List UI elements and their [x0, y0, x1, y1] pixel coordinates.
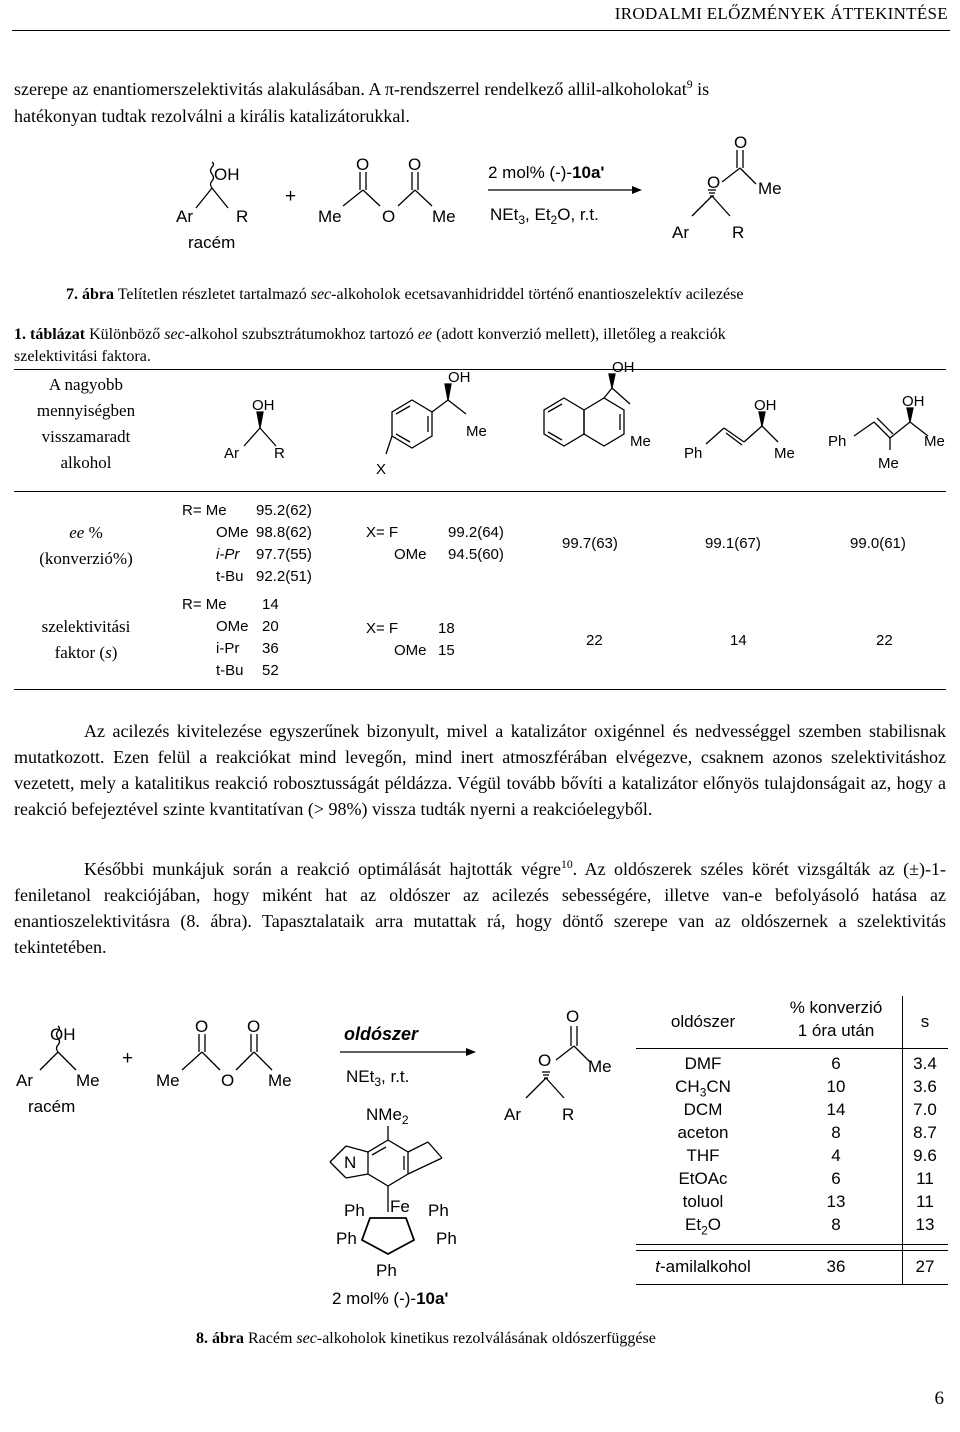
s7-sub-ar: Ar	[176, 207, 193, 226]
figure-7-caption: 7. ábra Telítetlen részletet tartalmazó sec-alkoholok ecetsavanhidriddel történő enantioszelektív acilezése	[66, 286, 744, 303]
s8-prod-ar: Ar	[504, 1105, 521, 1124]
page-number: 6	[934, 1388, 944, 1409]
solvent-table-header-conv: % konverzió 1 óra után	[789, 998, 883, 1040]
t1-s4-me: Me	[774, 445, 795, 462]
t1-ee-col1: R= Me 95.2(62) OMe 98.8(62) i-Pr 97.7(55) t-Bu 92.2(51)	[182, 502, 312, 585]
t1-ee-ipr: i-Pr	[216, 546, 240, 563]
s8-cat-loading: 2 mol% (-)-10a'	[332, 1289, 449, 1308]
s8-sub-me: Me	[76, 1071, 100, 1090]
s7-cond-top: 2 mol% (-)-10a'	[488, 163, 605, 182]
t1-ee-col5: 99.0(61)	[850, 535, 906, 552]
solvent-table	[636, 996, 948, 1288]
s8-racem: racém	[28, 1097, 76, 1116]
table-1-s-label: szelektivitási faktor (s)	[41, 617, 131, 662]
s8-sub-oh: OH	[50, 1025, 76, 1044]
t1-struct-3	[544, 374, 630, 446]
table-1-structures	[0, 359, 960, 490]
s8-base: NEt$_3$, r.t.	[346, 1067, 410, 1089]
running-header: IRODALMI ELŐZMÉNYEK ÁTTEKINTÉSE	[614, 4, 948, 23]
t1-ee-col4: 99.1(67)	[705, 535, 761, 552]
scheme-7	[0, 130, 960, 280]
table-1-bottom-rule	[14, 689, 946, 690]
s8-anh-me2: Me	[268, 1071, 292, 1090]
solvent-table-last-conv: 36	[826, 1257, 846, 1276]
table-1-ee-label: ee % (konverzió%)	[39, 523, 133, 568]
s8-hashed-wedge	[542, 1072, 550, 1078]
s8-cat-ph-4: Ph	[436, 1229, 457, 1248]
t1-ee-col3: 99.7(63)	[562, 535, 618, 552]
t1-s-col1: R= Me 14 OMe 20 i-Pr 36 t-Bu 52	[182, 596, 279, 679]
s8-prod-o1: O	[566, 1007, 580, 1026]
s8-anh-o2: O	[247, 1017, 261, 1036]
s7-arrowhead	[632, 186, 642, 194]
t1-s1-oh: OH	[252, 397, 275, 414]
s8-prod-r: R	[562, 1105, 575, 1124]
table-1-caption-line-2: szelektivitási faktora.	[14, 348, 151, 365]
t1-s-col4: 14	[730, 632, 747, 649]
s7-racem: racém	[188, 233, 236, 252]
t1-s5-me2: Me	[878, 455, 899, 472]
s8-prod-me: Me	[588, 1057, 612, 1076]
s8-cat-fe: Fe	[390, 1197, 410, 1216]
s8-prod-o2: O	[538, 1051, 552, 1070]
s7-prod-ar: Ar	[672, 223, 689, 242]
s7-anh-o1: O	[356, 155, 370, 174]
s8-cat-ph-1: Ph	[344, 1201, 365, 1220]
s8-anhydride	[182, 1034, 272, 1070]
scheme7-product	[692, 150, 756, 216]
s7-sub-oh: OH	[214, 165, 240, 184]
s7-anh-o3: O	[382, 207, 396, 226]
t1-s2-oh: OH	[448, 369, 471, 386]
t1-s4-ph: Ph	[684, 445, 703, 462]
t1-s-col2: X= F 18 OMe 15	[366, 620, 455, 659]
scheme7-anhydride	[343, 172, 432, 206]
s7-anh-me2: Me	[432, 207, 456, 226]
s7-sub-r: R	[236, 207, 249, 226]
solvent-table-last-s: 27	[915, 1257, 935, 1276]
t1-struct-1	[244, 412, 276, 446]
table-1-caption-line-1: 1. táblázat Különböző sec-alkohol szubsztrátumokhoz tartozó ee (adott konverzió mellett), illetőleg a reakciók	[14, 326, 726, 343]
t1-s3-me: Me	[630, 433, 651, 450]
s7-prod-me: Me	[758, 179, 782, 198]
s8-plus: +	[122, 1048, 134, 1069]
solvent-table-header-s: s	[920, 1012, 930, 1031]
s8-product	[526, 1026, 590, 1098]
solvent-table-conv: 6 10 14 8 4 6 13 8	[826, 1054, 846, 1234]
s8-solvent: oldószer	[344, 1024, 419, 1044]
s7-plus: +	[285, 186, 297, 207]
s8-anh-me1: Me	[156, 1071, 180, 1090]
s7-prod-o1: O	[734, 133, 748, 152]
t1-s4-oh: OH	[754, 397, 777, 414]
header-rule	[12, 30, 950, 31]
s8-arrowhead	[466, 1048, 476, 1056]
t1-s5-ph: Ph	[828, 433, 847, 450]
s8-cat-ph-2: Ph	[428, 1201, 449, 1220]
t1-s5-oh: OH	[902, 393, 925, 410]
solvent-et2o: $Et_2O$	[685, 1215, 721, 1238]
s7-prod-o2: O	[707, 173, 721, 192]
t1-s2-me: Me	[466, 423, 487, 440]
s7-cond-bottom: NEt$_3$, $Et_2O$, r.t.	[490, 205, 599, 227]
solvent-table-solvents: DMF $CH_3CN$ DCM aceton THF EtOAc toluol $Et_2O$	[636, 1052, 770, 1236]
figure-8-caption: 8. ábra Racém sec-alkoholok kinetikus rezolválásának oldószerfüggése	[196, 1330, 656, 1347]
body-paragraph-1: Az acilezés kivitelezése egyszerűnek bizonyult, mivel a katalizátor oxigénnel és nedvességgel szemben stabilisnak mutatkozott. Ezen felül a reakciókat mind levegőn, mind inert atmoszférában elvégezve, csaknem azonos szelektivitáshoz vezetett, mely a katalitikus reakció robosztusságát példázza. Végül tovább bővíti a katalizátor előnyös tulajdonságait az, hogy a reakció befejeztével szinte kvantitatívan (> 98%) vissza tudták nyerni a reakcióelegyből.	[14, 721, 946, 819]
s8-sub-ar: Ar	[16, 1071, 33, 1090]
solvent-ch3cn: $CH_3CN$	[675, 1077, 731, 1100]
t1-struct-4	[706, 412, 778, 445]
solvent-table-bottom-rule	[636, 1284, 948, 1285]
t1-s-col3: 22	[586, 632, 603, 649]
t1-struct-5	[854, 408, 928, 450]
t1-ee-col2: X= F 99.2(64) OMe 94.5(60)	[366, 524, 504, 563]
t1-s1-r: R	[274, 445, 285, 462]
s8-anh-o1: O	[195, 1017, 209, 1036]
intro-line-2: hatékonyan tudtak rezolválni a királis katalizátorukkal.	[14, 106, 410, 126]
table-1-mid-rule	[14, 491, 946, 492]
s8-cat-nme2: NMe$_2$	[366, 1105, 409, 1127]
s8-cat-ph-5: Ph	[376, 1261, 397, 1280]
t1-s-col5: 22	[876, 632, 893, 649]
t1-s5-me1: Me	[924, 433, 945, 450]
s8-anh-o3: O	[221, 1071, 235, 1090]
table-1-header-label: A nagyobb mennyiségben visszamaradt alkohol	[36, 375, 136, 472]
t1-s3-oh: OH	[612, 359, 635, 376]
t1-s2-x: X	[376, 461, 387, 478]
solvent-table-header-solvent: oldószer	[670, 1012, 736, 1031]
s8-cat-n: N	[344, 1153, 357, 1172]
s7-anh-o2: O	[408, 155, 422, 174]
solvent-table-last-solvent: t-amilalkohol	[655, 1257, 751, 1276]
t1-s1-ar: Ar	[224, 445, 239, 462]
s8-cat-ph-3: Ph	[336, 1229, 357, 1248]
intro-line-1: szerepe az enantiomerszelektivitás alakulásában. A π-rendszerrel rendelkező allil-alkoholokat$^9$ is	[14, 78, 710, 99]
solvent-table-s: 3.4 3.6 7.0 8.7 9.6 11 11 13	[913, 1054, 937, 1234]
s7-anh-me1: Me	[318, 207, 342, 226]
t1-struct-2	[386, 384, 466, 454]
body-paragraph-2: Későbbi munkájuk során a reakció optimálását hajtották végre$^{10}$. Az oldószerek széles körét vizsgálták az (±)-1-feniletanol reakciójában, hogy miként hat az oldószer az acilezés sebességére, illetve van-e befolyásoló hatása az enantioszelektivitásra (8. ábra). Tapasztalataik arra mutattak rá, hogy döntő szerepe van az oldószernek a szelektivitás tekintetében.	[14, 858, 946, 957]
s7-prod-r: R	[732, 223, 745, 242]
